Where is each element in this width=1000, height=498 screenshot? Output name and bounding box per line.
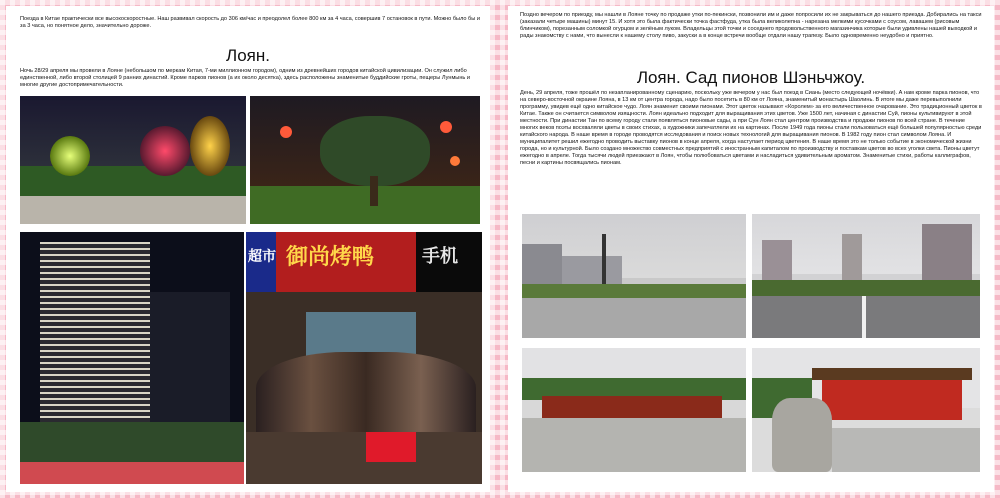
right-page <box>508 6 994 492</box>
city-skyline-photo <box>522 214 746 338</box>
phone-sign-text: 手机 <box>422 246 458 267</box>
temple-lion-photo <box>752 348 980 472</box>
left-body-text: Ночь 28/29 апреля мы провели в Лояне (небольшом по меркам Китая, 7-ми миллионном городом), одним из древнейших городов китайской цивилизации. Он служил либо единственной, либо второй столицей 9 ранних династий. Кроме парков пионов (а их около десятка), здесь расположены знаменитые буддийские гроты, пещеры Лунмынь и многие другие достопримечательности. <box>20 68 471 88</box>
shop-sign-text: 超市 <box>248 249 276 265</box>
left-page-title: Лоян. <box>226 46 270 65</box>
left-intro-text: Поезда в Китае практически все высокоскоростные. Наш развивал скорость до 306 км/час и преодолел более 800 км за 4 часа, совершив 7 остановок в пути. Можно было бы и за 3 часа, но понятное дело, значительно дороже. <box>20 16 480 29</box>
left-page <box>6 6 490 492</box>
right-intro-text: Поздно вечером по приезду, мы нашли в Лояне точку по продаже утки по-пекински, позвонили им и даже попросили их не закрываться до нашего приезда. Добирались на такси (заказали четыре машины) минут 15. И хотя это была фактически точка фастфуда, утка была великолепна - нарезана мелкими кусочками с соусом, лавашем (рисовым блинчиком), порезанным соломкой огурцом и зелёным луком. Владельцы этой точки и соседнего продовольственного магазинчика которые были удивлены нашей выходкой и рады знакомству с нами, что вынесли к нашему столу пиво, закуски а в конце встречи вообще отдали нашу трапезу. Было одновременно неудобно и приятно. <box>520 12 982 39</box>
city-road-photo <box>752 214 980 338</box>
night-tower-photo <box>20 232 244 484</box>
night-tree-photo <box>250 96 480 224</box>
restaurant-group-photo <box>246 232 482 484</box>
right-body-text: День, 29 апреля, тоже прошёл по незапланированному сценарию, поскольку уже вечером у нас был поезд в Сиань (место следующей ночёвки). А нам кроме парка пионов, что на северо-восточной окраине Лояна, в 13 км от центра города, надо было посетить в 80 км от Лояна, знаменитый монастырь Шаолинь. В итоге мы даже перевыполнили программу, увидев ещё одно китайское чудо. Лоян знаменит своими пионами. Этот цветок называют «Королем» за его величественное очарование. Это традиционный цветок в Китае. Также он считается символом изящности. Лоян идеально подходит для выращивания этих цветов. Уже 1500 лет, начиная с династии Суй, пионы культивируют в этой местности. При династии Тан по всему городу стали появляться пионовые сады, а при Сун Лоян стал центром производства и продажи пионов по всей стране. В течение многих веков поэты восхваляли цветы в своих стихах, а художники запечатлели их на картинах. После 1949 года пионы стали пользоваться ещё большей популярностью среди китайского народа. В наше время в городе проводятся исследования и поиск новых технологий для выращивания пионов. В 1982 году пион стал символом Лояна. И муниципалитет решил ежегодно проводить выставку пионов в конце апреля, когда наступает период цветения. В наше время это не только событие в экономической жизни города, но и культурной. Было создано множество совместных предприятий с иностранным капиталом по производству и поставкам цветов во всех уголки света. Пионы цветут ежегодно в апреле. Тогда тысячи людей приезжают в Лоян, чтобы полюбоваться цветами и насладиться удивительным ароматом. Знаменитые стихи, работы каллиграфов, песни и картины посвящались пионам. <box>520 90 982 166</box>
restaurant-sign-text: 御尚烤鸭 <box>286 245 375 270</box>
right-page-title: Лоян. Сад пионов Шэньчжоу. <box>636 68 866 87</box>
temple-plaza-photo <box>522 348 746 472</box>
night-park-photo <box>20 96 246 224</box>
